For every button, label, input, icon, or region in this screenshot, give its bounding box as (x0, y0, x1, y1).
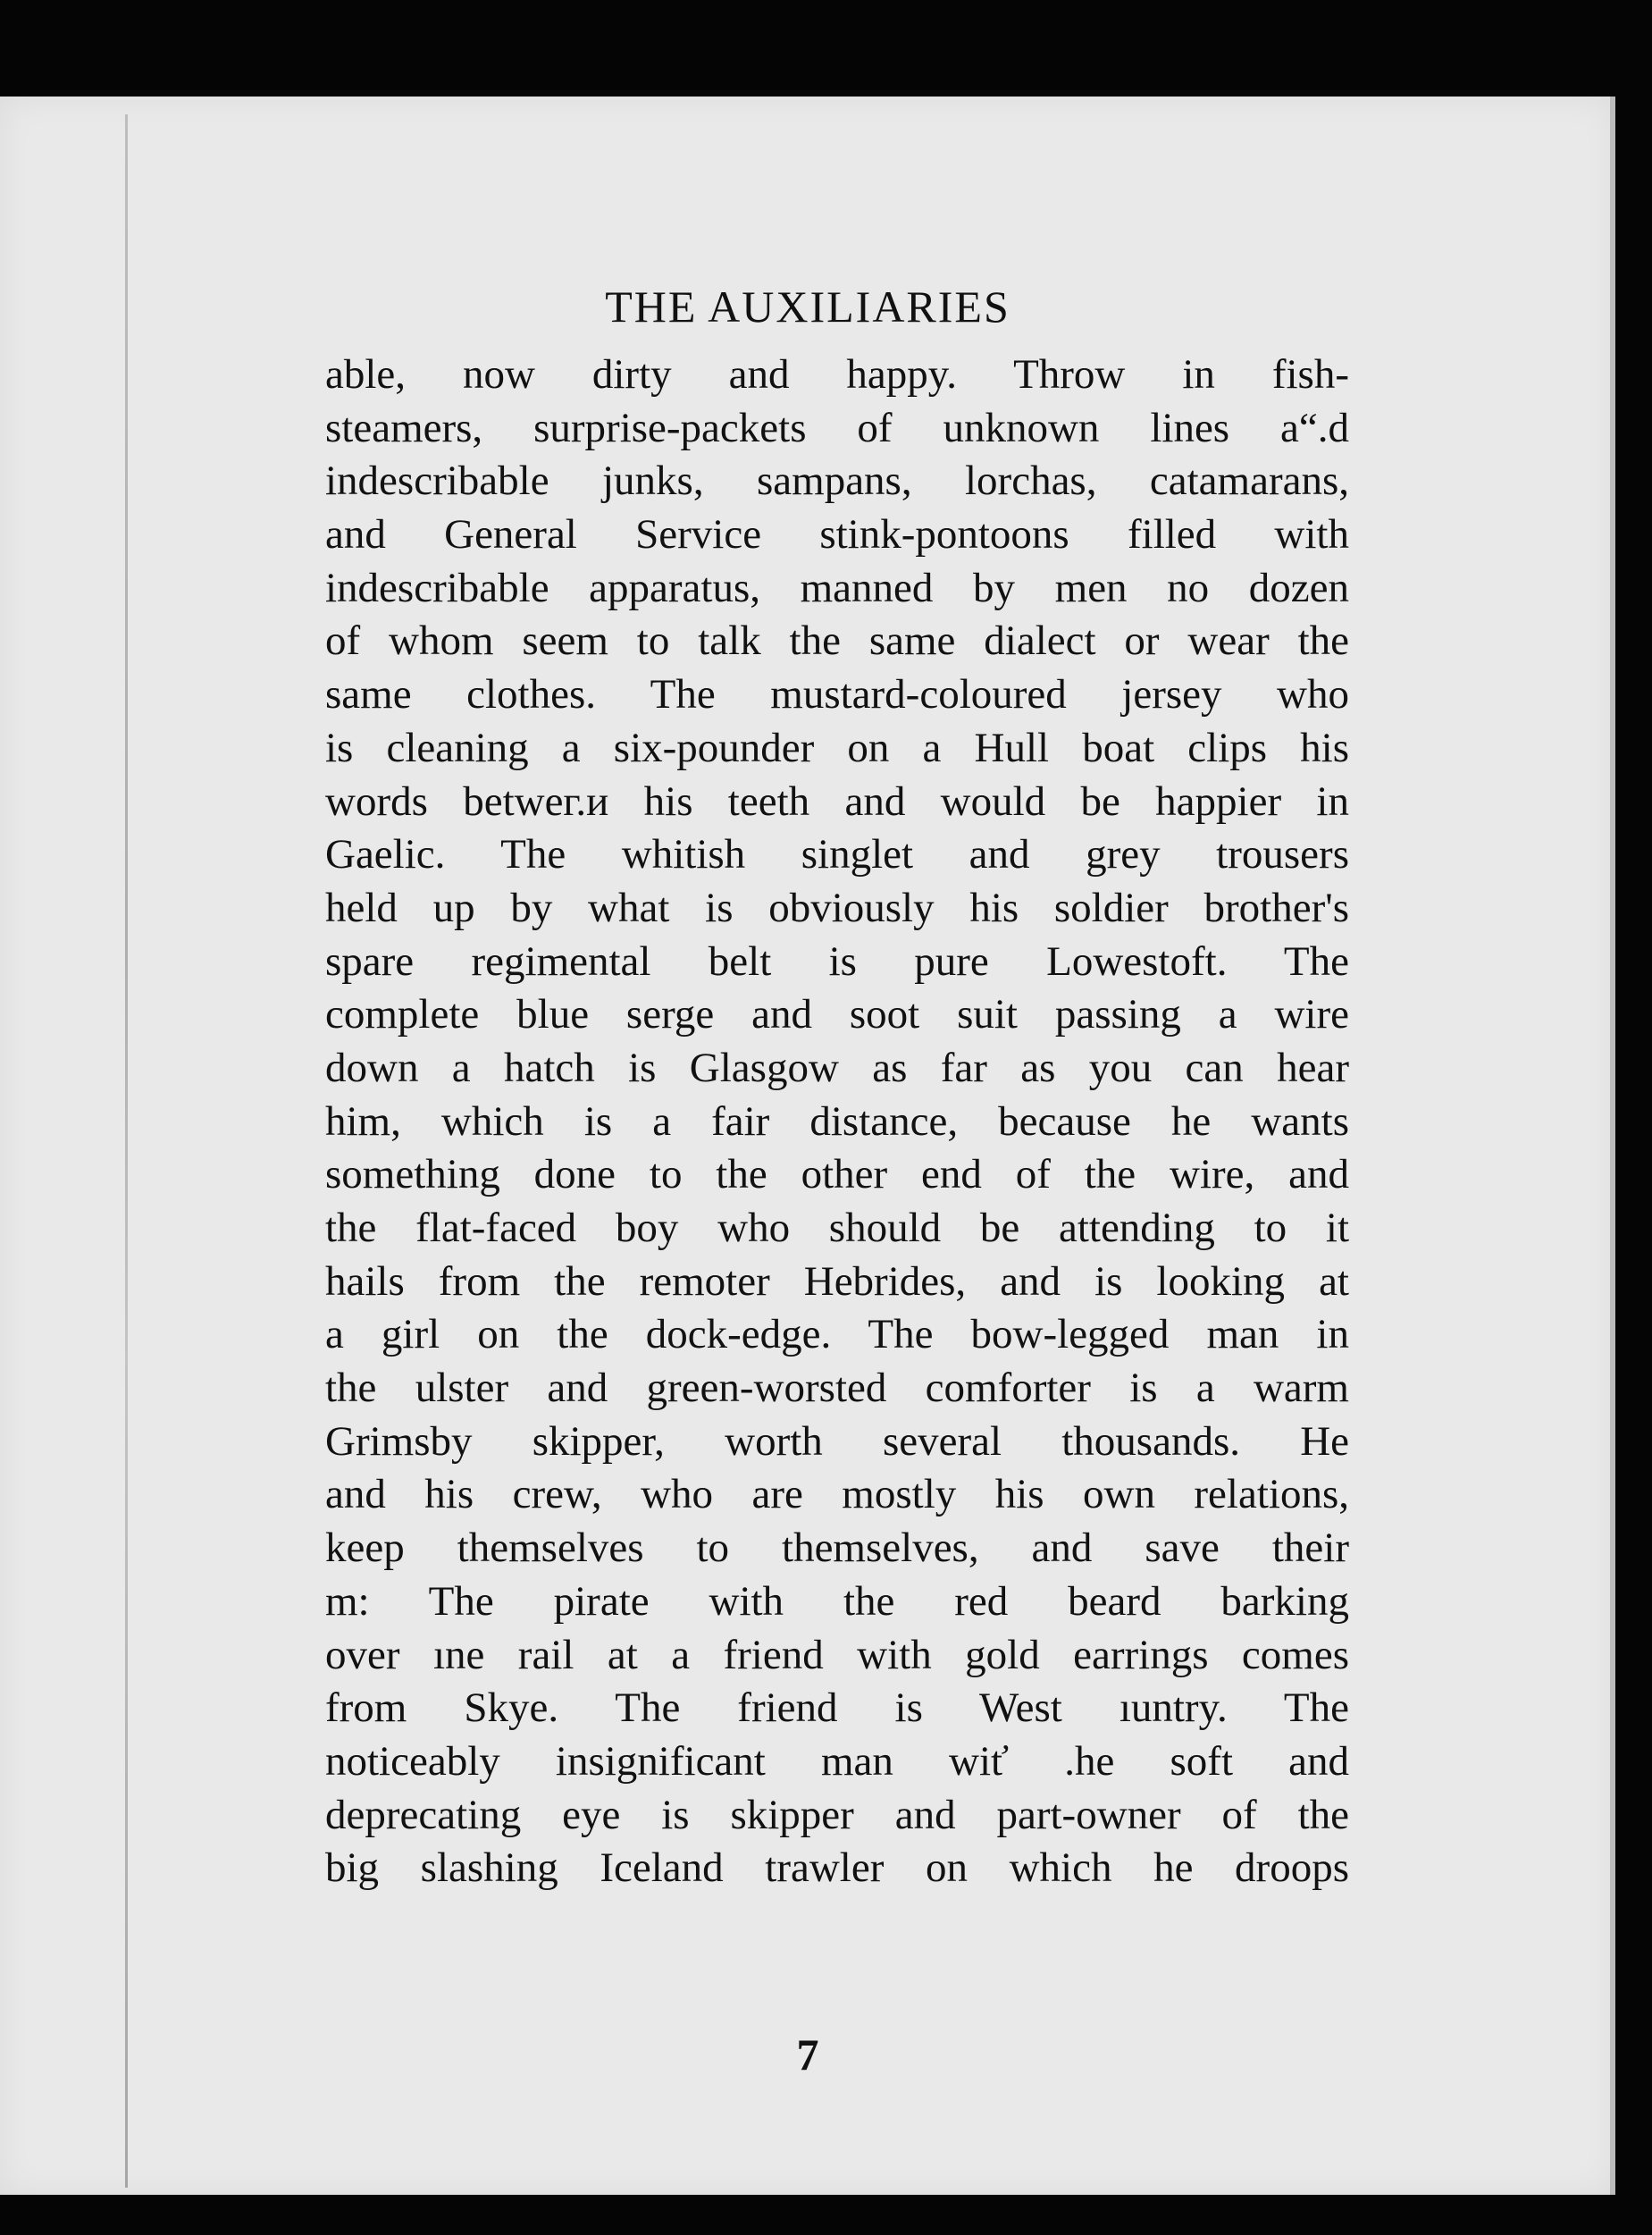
text-line: big slashing Iceland trawler on which he droops (325, 1844, 1349, 1892)
text-line: m: The pirate with the red beard barking (325, 1577, 1349, 1625)
text-line: words betweг.и his teeth and would be happier in (325, 777, 1349, 825)
text-line: spare regimental belt is pure Lowestoft. The (325, 937, 1349, 985)
text-line: down a hatch is Glasgow as far as you can hear (325, 1044, 1349, 1091)
text-line: complete blue serge and soot suit passing a wire (325, 991, 1349, 1038)
text-line: indescribable junks, sampans, lorchas, catamarans, (325, 458, 1349, 505)
text-line: Grimsby skipper, worth several thousands. He (325, 1417, 1349, 1465)
text-line: of whom seem to talk the same dialect or wear the (325, 618, 1349, 665)
text-line: from Skye. The friend is West ıuntry. The (325, 1685, 1349, 1732)
text-line: keep themselves to themselves, and save their (325, 1525, 1349, 1572)
text-line: the flat-faced boy who should be attending to it (325, 1205, 1349, 1251)
text-line: Gaelic. The whitish singlet and grey trousers (325, 831, 1349, 878)
text-line: is cleaning a six-pounder on a Hull boat clips his (325, 724, 1349, 771)
book-page (0, 97, 1615, 2195)
text-line: the ulster and green-worsted comforter is a warm (325, 1365, 1349, 1412)
text-line: something done to the other end of the wire, and (325, 1151, 1349, 1198)
text-line: held up by what is obviously his soldier brother's (325, 884, 1349, 931)
body-text (325, 349, 1349, 1895)
text-line: and General Service stink-pontoons filled with (325, 511, 1349, 559)
text-line: over ıne rail at a friend with gold earrings comes (325, 1631, 1349, 1678)
text-line: deprecating eye is skipper and part-owner of the (325, 1791, 1349, 1838)
text-line: and his crew, who are mostly his own relations, (325, 1471, 1349, 1518)
page-edge (1610, 97, 1615, 2195)
text-line: noticeably insignificant man wiť .he soft and (325, 1737, 1349, 1785)
text-line: able, now dirty and happy. Throw in fish- (325, 351, 1349, 398)
text-line: a girl on the dock-edge. The bow-legged man in (325, 1311, 1349, 1358)
running-header: THE AUXILIARIES (605, 281, 1010, 332)
text-line: same clothes. The mustard-coloured jersey who (325, 671, 1349, 718)
page-gutter (125, 114, 128, 2188)
text-line: hails from the remoter Hebrides, and is looking at (325, 1257, 1349, 1305)
text-line: him, which is a fair distance, because he wants (325, 1097, 1349, 1145)
page-number: 7 (796, 2029, 819, 2080)
text-line: indescribable apparatus, manned by men no dozen (325, 564, 1349, 611)
text-line: steamers, surprise-packets of unknown lines a“.d (325, 404, 1349, 451)
